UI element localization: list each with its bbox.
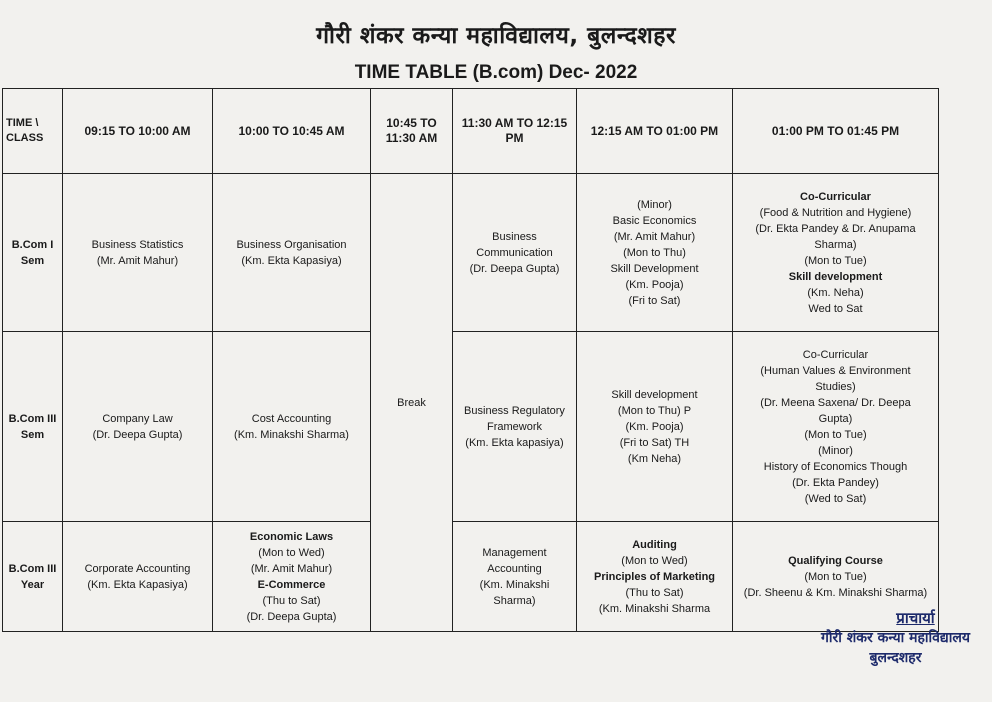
cell-line: (Fri to Sat)	[628, 294, 681, 307]
timetable	[2, 88, 939, 632]
cell-line: Communication	[476, 246, 553, 259]
cell-slot-2	[213, 522, 371, 632]
cell-line: (Thu to Sat)	[262, 594, 321, 607]
cell-line: Wed to Sat	[808, 302, 863, 315]
cell-slot-1	[63, 174, 213, 332]
header-slot-2: 10:00 TO 10:45 AM	[213, 89, 371, 174]
signature-college: गौरी शंकर कन्या महाविद्यालय	[820, 630, 970, 646]
cell-line: Business Regulatory	[464, 404, 565, 417]
cell-line: (Km. Ekta kapasiya)	[465, 436, 564, 449]
cell-line: (Dr. Deepa Gupta)	[246, 610, 337, 623]
cell-slot-4	[453, 174, 577, 332]
header-slot-3: 10:45 TO 11:30 AM	[371, 89, 453, 174]
table-row	[3, 174, 939, 332]
cell-line: Business	[492, 230, 537, 243]
cell-line: (Dr. Sheenu & Km. Minakshi Sharma)	[743, 586, 928, 599]
cell-line: Basic Economics	[612, 214, 697, 227]
header-time-class: TIME \ CLASS	[3, 89, 63, 174]
cell-line: (Mr. Amit Mahur)	[96, 254, 179, 267]
header-slot-6: 01:00 PM TO 01:45 PM	[733, 89, 939, 174]
cell-slot-5	[577, 522, 733, 632]
cell-slot-5	[577, 174, 733, 332]
cell-line: (Mon to Tue)	[804, 570, 867, 583]
cell-line: (Mon to Tue)	[804, 254, 867, 267]
cell-slot-4	[453, 332, 577, 522]
cell-line: Gupta)	[818, 412, 853, 425]
cell-line: Skill Development	[610, 262, 699, 275]
class-label: B.Com III Year	[3, 522, 63, 632]
table-row	[3, 522, 939, 632]
cell-line: (Fri to Sat) TH	[619, 436, 690, 449]
principal-signature-block	[821, 608, 970, 668]
cell-slot-1	[63, 332, 213, 522]
cell-line: (Km Neha)	[627, 452, 682, 465]
cell-line: Co-Curricular	[802, 348, 869, 361]
cell-line: (Thu to Sat)	[625, 586, 684, 599]
cell-line: (Dr. Ekta Pandey & Dr. Anupama	[755, 222, 916, 235]
cell-line: Accounting	[487, 562, 542, 575]
cell-line: (Km. Minakshi Sharma	[598, 602, 711, 615]
cell-line: (Km. Minakshi	[479, 578, 550, 591]
cell-slot-6	[733, 332, 939, 522]
cell-line: Corporate Accounting	[84, 562, 191, 575]
cell-line: (Wed to Sat)	[804, 492, 867, 505]
cell-line: (Km. Pooja)	[625, 278, 684, 291]
class-label: B.Com III Sem	[3, 332, 63, 522]
cell-line: Studies)	[815, 380, 856, 393]
cell-line: (Km. Ekta Kapasiya)	[241, 254, 342, 267]
cell-slot-6	[733, 174, 939, 332]
cell-line: (Km. Ekta Kapasiya)	[87, 578, 188, 591]
cell-line: Principles of Marketing	[593, 570, 716, 583]
cell-line: Auditing	[632, 538, 677, 551]
cell-slot-1	[63, 522, 213, 632]
cell-line: (Dr. Meena Saxena/ Dr. Deepa	[760, 396, 911, 409]
cell-line: Business Statistics	[91, 238, 184, 251]
break-cell: Break	[371, 174, 453, 632]
cell-line: (Dr. Ekta Pandey)	[792, 476, 879, 489]
cell-line: (Mon to Wed)	[621, 554, 688, 567]
cell-line: (Human Values & Environment	[760, 364, 911, 377]
cell-line: Business Organisation	[236, 238, 347, 251]
college-name: गौरी शंकर कन्या महाविद्यालय, बुलन्दशहर	[316, 23, 676, 49]
cell-line: (Dr. Deepa Gupta)	[469, 262, 560, 275]
header-slot-5: 12:15 AM TO 01:00 PM	[577, 89, 733, 174]
cell-line: (Km. Minakshi Sharma)	[234, 428, 349, 441]
cell-line: Framework	[486, 420, 542, 433]
cell-slot-4	[453, 522, 577, 632]
class-label: B.Com I Sem	[3, 174, 63, 332]
header-slot-1: 09:15 TO 10:00 AM	[63, 89, 213, 174]
cell-line: (Dr. Deepa Gupta)	[92, 428, 183, 441]
cell-line: Skill development	[788, 270, 883, 283]
cell-line: (Mon to Thu) P	[617, 404, 692, 417]
timetable-title: TIME TABLE (B.com) Dec- 2022	[354, 62, 638, 83]
cell-line: (Mon to Wed)	[258, 546, 325, 559]
cell-line: Management	[482, 546, 547, 559]
cell-slot-5	[577, 332, 733, 522]
header-slot-4: 11:30 AM TO 12:15 PM	[453, 89, 577, 174]
cell-slot-2	[213, 174, 371, 332]
cell-line: Economic Laws	[249, 530, 334, 543]
cell-slot-2	[213, 332, 371, 522]
cell-line: Qualifying Course	[788, 554, 883, 567]
cell-line: (Minor)	[818, 444, 853, 457]
cell-line: Sharma)	[814, 238, 857, 251]
signature-city: बुलन्दशहर	[869, 650, 922, 666]
cell-line: Sharma)	[493, 594, 536, 607]
cell-line: Cost Accounting	[251, 412, 332, 425]
cell-line: Company Law	[102, 412, 173, 425]
cell-line: (Km. Neha)	[807, 286, 864, 299]
table-row	[3, 332, 939, 522]
cell-line: (Mr. Amit Mahur)	[613, 230, 696, 243]
cell-line: (Minor)	[637, 198, 672, 211]
cell-line: (Mon to Thu)	[623, 246, 686, 259]
cell-line: Skill development	[611, 388, 698, 401]
cell-line: (Mr. Amit Mahur)	[250, 562, 333, 575]
cell-line: (Food & Nutrition and Hygiene)	[759, 206, 912, 219]
cell-line: (Km. Pooja)	[625, 420, 684, 433]
cell-line: History of Economics Though	[763, 460, 908, 473]
cell-line: (Mon to Tue)	[804, 428, 867, 441]
principal-title: प्राचार्या	[896, 609, 935, 627]
header-row	[3, 89, 939, 174]
cell-line: Co-Curricular	[800, 190, 871, 203]
cell-line: E-Commerce	[257, 578, 326, 591]
